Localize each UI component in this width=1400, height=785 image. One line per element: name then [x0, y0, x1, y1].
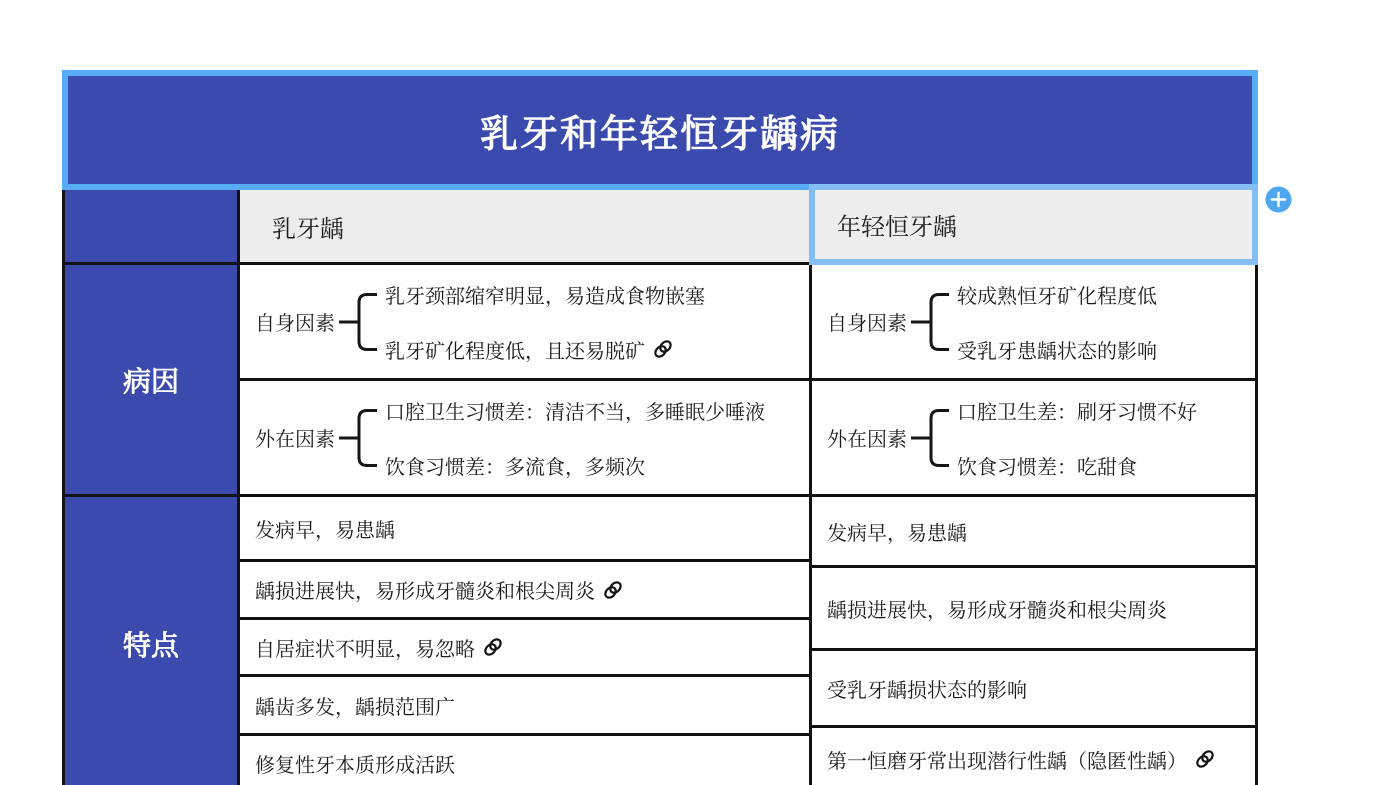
matrix-title-topic[interactable]	[62, 70, 1258, 190]
feature-primary-row-1[interactable]	[240, 497, 809, 559]
link-icon[interactable]	[1194, 748, 1216, 770]
header-label-primary: 乳牙龋	[272, 215, 344, 243]
branch-item[interactable]	[957, 383, 1197, 438]
row-label-etiology[interactable]	[65, 265, 237, 494]
branch-item-text: 口腔卫生差：刷牙习惯不好	[957, 401, 1197, 424]
etiology-young-self-cell[interactable]	[812, 265, 1255, 378]
etiology-primary-external-cell[interactable]	[240, 381, 809, 494]
feature-text: 自居症状不明显，易忽略	[255, 638, 475, 661]
branch-bracket	[339, 267, 379, 377]
branch-item[interactable]	[957, 267, 1157, 322]
branch-item-text: 乳牙颈部缩窄明显，易造成食物嵌塞	[385, 285, 705, 308]
feature-text: 龋损进展快，易形成牙髓炎和根尖周炎	[827, 599, 1167, 622]
header-label-young: 年轻恒牙龋	[837, 214, 957, 241]
etiology-primary-self-cell[interactable]	[240, 265, 809, 378]
branch-label-external-factors[interactable]: 外在因素	[827, 429, 907, 451]
branch-item-text: 饮食习惯差：吃甜食	[957, 456, 1137, 479]
branch-item-text: 饮食习惯差：多流食，多频次	[385, 456, 645, 479]
feature-text: 受乳牙龋损状态的影响	[827, 679, 1027, 702]
feature-young-row-3[interactable]	[812, 651, 1255, 725]
plus-icon	[1265, 186, 1292, 213]
branch-label-external-factors[interactable]: 外在因素	[255, 429, 335, 451]
feature-text: 发病早，易患龋	[255, 519, 395, 542]
matrix-table	[62, 190, 1258, 785]
feature-young-row-1[interactable]	[812, 497, 1255, 565]
branch-label-self-factors[interactable]: 自身因素	[827, 313, 907, 335]
branch-bracket	[911, 267, 951, 377]
feature-primary-row-2[interactable]	[240, 562, 809, 617]
branch-bracket	[911, 383, 951, 493]
branch-item[interactable]	[385, 322, 705, 377]
feature-primary-row-4[interactable]	[240, 677, 809, 733]
branch-label-self-factors[interactable]: 自身因素	[255, 313, 335, 335]
etiology-label-text: 病因	[122, 365, 179, 397]
branch-bracket	[339, 383, 379, 493]
branch-item[interactable]	[385, 438, 765, 493]
feature-young-row-4[interactable]	[812, 728, 1255, 785]
features-label-text: 特点	[122, 629, 179, 661]
row-label-features[interactable]	[65, 497, 237, 785]
feature-young-row-2[interactable]	[812, 568, 1255, 648]
etiology-young-external-cell[interactable]	[812, 381, 1255, 494]
feature-text: 龋齿多发，龋损范围广	[255, 696, 455, 719]
branch-item-text: 受乳牙患龋状态的影响	[957, 340, 1157, 363]
matrix-title: 乳牙和年轻恒牙龋病	[479, 113, 840, 156]
feature-text: 发病早，易患龋	[827, 522, 967, 545]
link-icon[interactable]	[602, 579, 624, 601]
feature-primary-row-3[interactable]	[240, 620, 809, 674]
header-cell-primary-teeth[interactable]	[240, 190, 809, 262]
branch-item[interactable]	[385, 383, 765, 438]
feature-text: 第一恒磨牙常出现潜行性龋（隐匿性龋）	[827, 750, 1187, 773]
branch-item-text: 口腔卫生习惯差：清洁不当，多睡眠少唾液	[385, 401, 765, 424]
header-corner-cell[interactable]	[65, 190, 237, 262]
branch-item[interactable]	[957, 438, 1197, 493]
header-cell-young-permanent[interactable]	[809, 184, 1258, 265]
branch-item-text: 乳牙矿化程度低，且还易脱矿	[385, 340, 645, 363]
link-icon[interactable]	[482, 636, 504, 658]
branch-item[interactable]	[957, 322, 1157, 377]
branch-item-text: 较成熟恒牙矿化程度低	[957, 285, 1157, 308]
feature-text: 龋损进展快，易形成牙髓炎和根尖周炎	[255, 581, 595, 603]
branch-item[interactable]	[385, 267, 705, 322]
add-column-button[interactable]	[1265, 186, 1292, 213]
feature-text: 修复性牙本质形成活跃	[255, 754, 455, 777]
feature-primary-row-5[interactable]	[240, 736, 809, 785]
link-icon[interactable]	[652, 338, 674, 360]
